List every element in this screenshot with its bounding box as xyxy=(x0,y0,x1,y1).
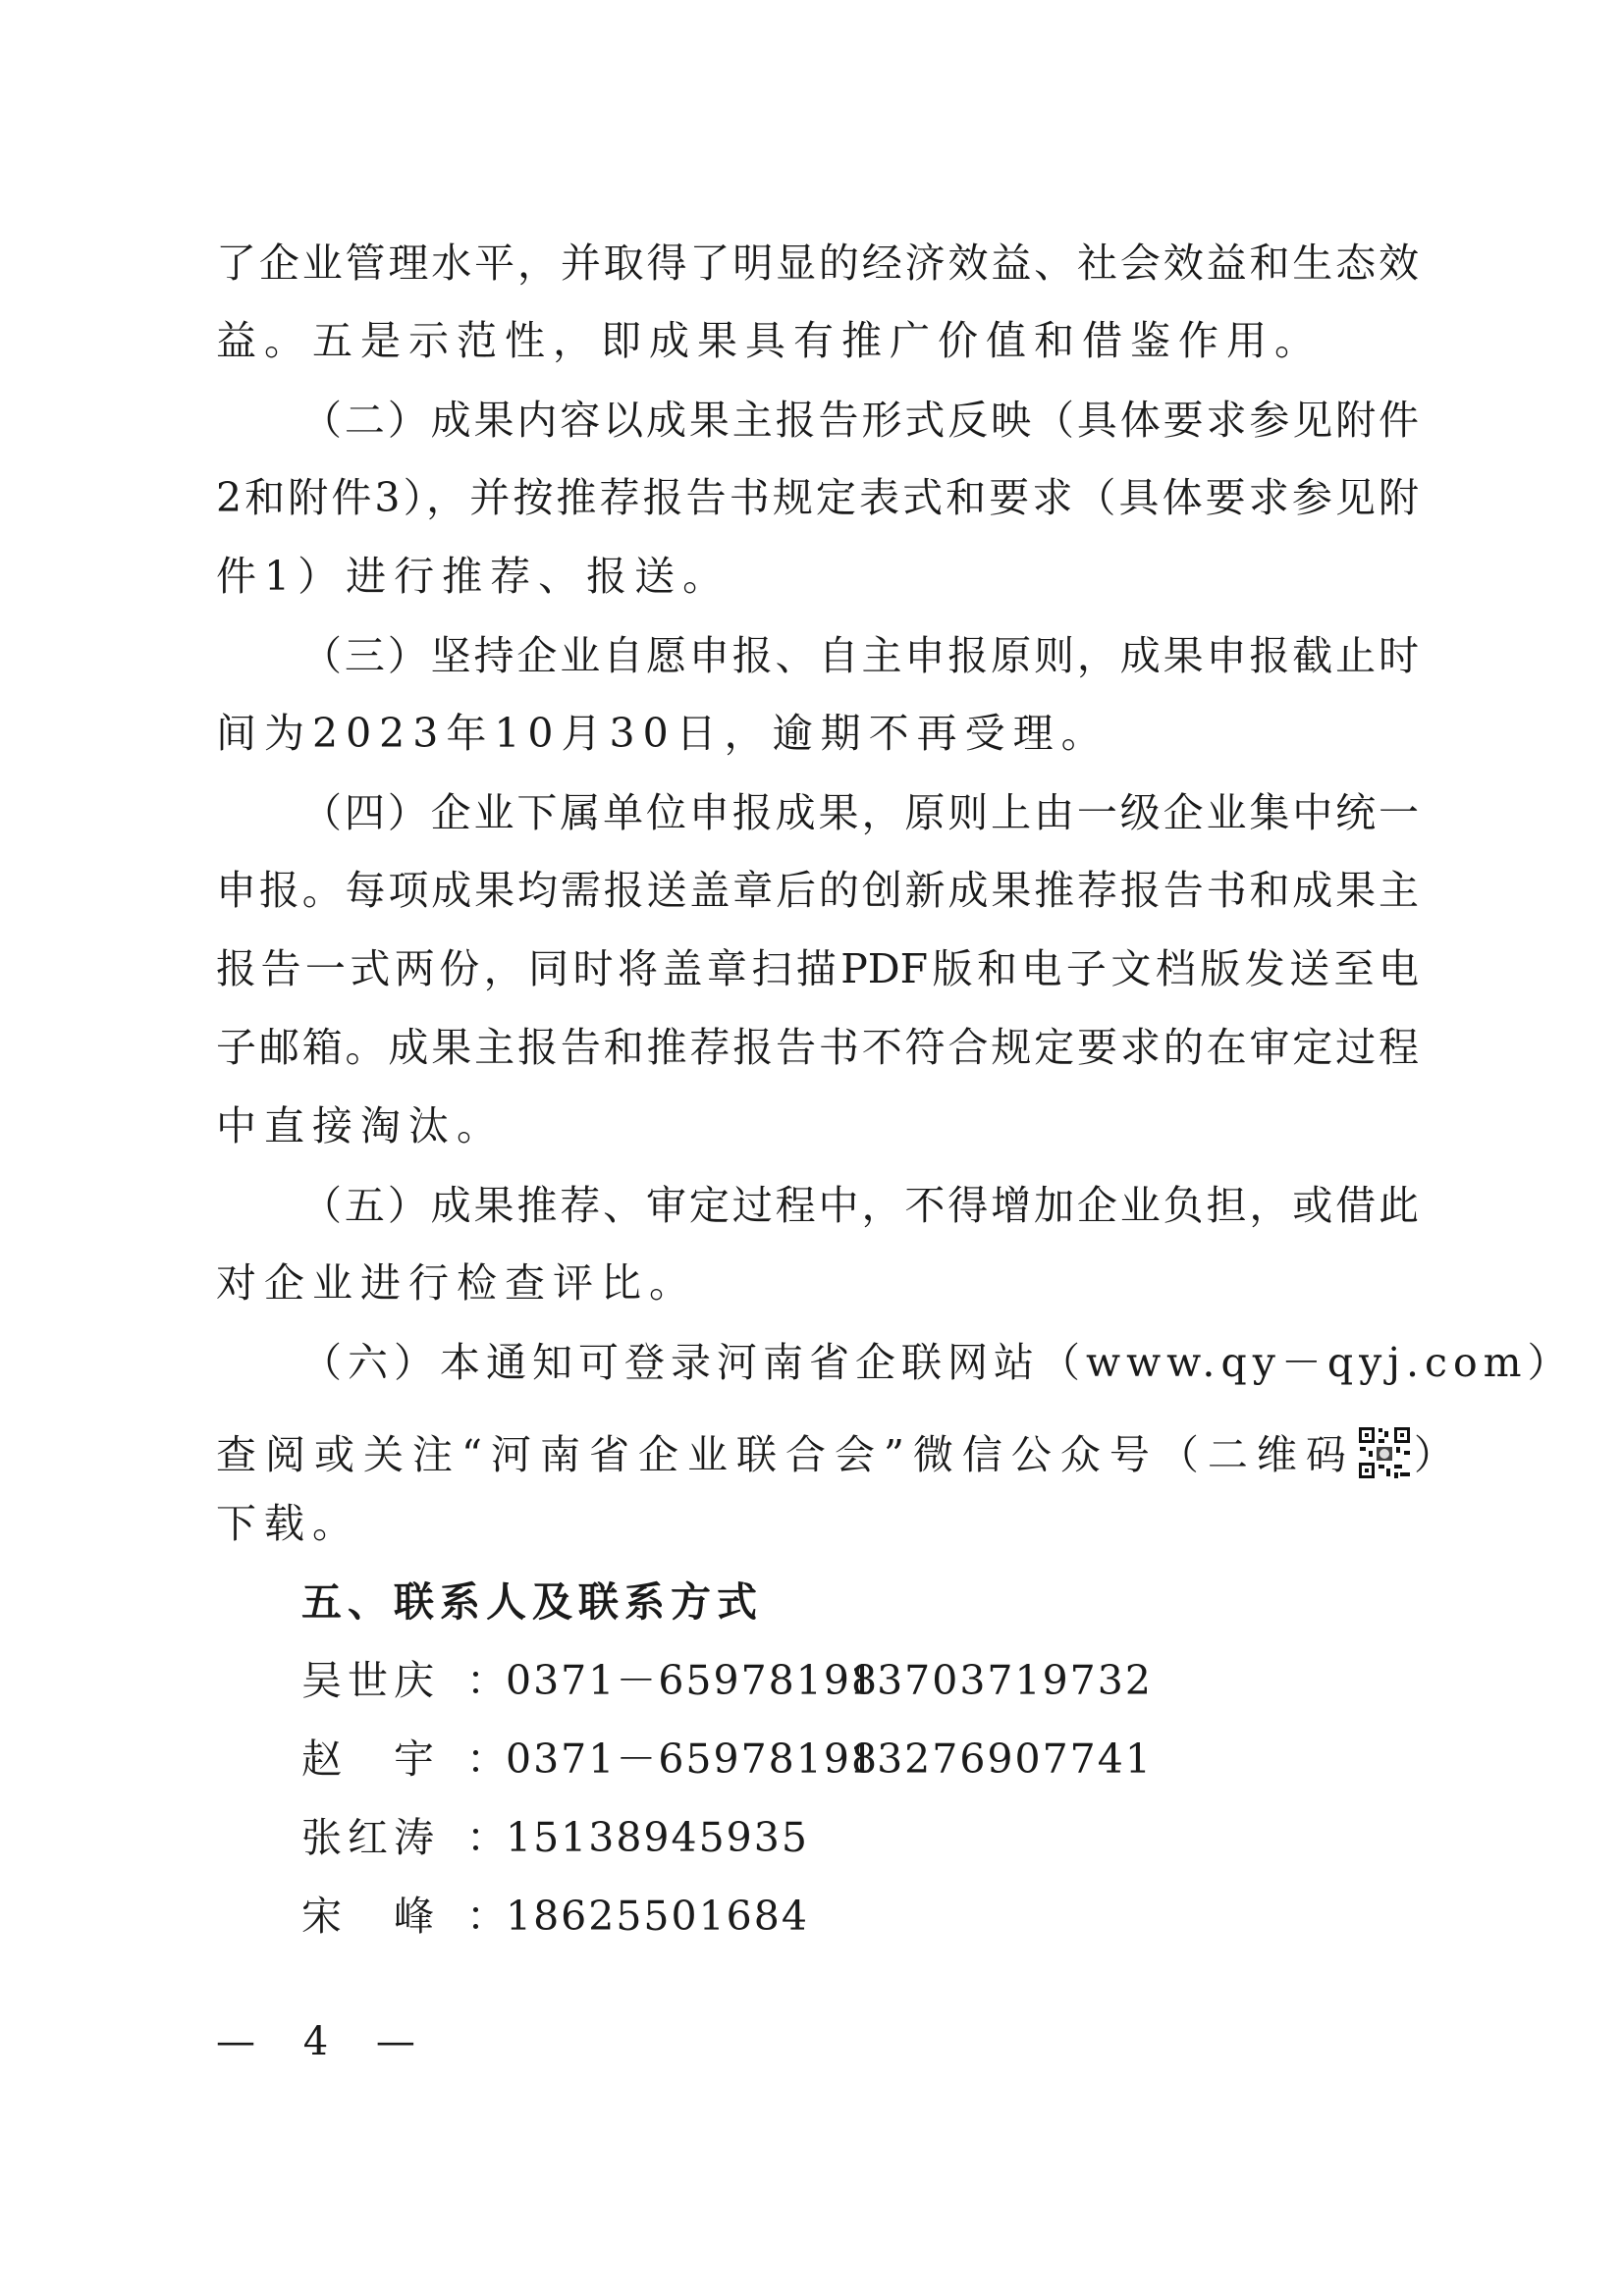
contact-name: 吴世庆 xyxy=(301,1657,440,1704)
contact-phone: 0371－65978198 xyxy=(506,1657,880,1704)
contact-name: 宋 峰 xyxy=(301,1893,440,1940)
paragraph-line: 申报。每项成果均需报送盖章后的创新成果推荐报告书和成果主 xyxy=(216,867,1419,914)
contact-colon: ： xyxy=(466,1814,507,1861)
paragraph-line: （四）企业下属单位申报成果，原则上由一级企业集中统一 xyxy=(301,789,1419,836)
contact-row xyxy=(301,1657,1153,1704)
contact-phone: 15138945935 xyxy=(506,1814,809,1861)
contact-mobile: 13703719732 xyxy=(849,1657,1153,1704)
paragraph-line: 间为2023年10月30日，逾期不再受理。 xyxy=(216,710,1109,757)
paragraph-line xyxy=(216,1425,1463,1480)
paragraph-line: 件1）进行推荐、报送。 xyxy=(216,553,731,600)
contact-name: 张红涛 xyxy=(301,1814,440,1861)
paragraph-line: （三）坚持企业自愿申报、自主申报原则，成果申报截止时 xyxy=(301,632,1419,679)
paragraph-line: （六）本通知可登录河南省企联网站（www.qy－qyj.com） xyxy=(301,1339,1574,1386)
contact-colon: ： xyxy=(466,1893,507,1940)
contact-row xyxy=(301,1893,849,1940)
qr-code-icon xyxy=(1357,1425,1412,1480)
paragraph-line: 子邮箱。成果主报告和推荐报告书不符合规定要求的在审定过程 xyxy=(216,1024,1419,1071)
paragraph-line: 报告一式两份，同时将盖章扫描PDF版和电子文档版发送至电 xyxy=(216,945,1419,992)
paragraph-line: 益。五是示范性，即成果具有推广价值和借鉴作用。 xyxy=(216,317,1323,364)
paragraph-line: 了企业管理水平，并取得了明显的经济效益、社会效益和生态效 xyxy=(216,240,1419,287)
contact-row xyxy=(301,1814,849,1861)
contact-mobile: 13276907741 xyxy=(849,1735,1153,1783)
paragraph-line: （二）成果内容以成果主报告形式反映（具体要求参见附件 xyxy=(301,397,1419,444)
paragraph-text: ） xyxy=(1413,1431,1463,1478)
contact-phone: 18625501684 xyxy=(506,1893,809,1940)
page-number: — 4 — xyxy=(216,2019,433,2064)
contact-colon: ： xyxy=(466,1657,507,1704)
contact-colon: ： xyxy=(466,1735,507,1783)
section-heading: 五、联系人及联系方式 xyxy=(301,1578,763,1626)
paragraph-text: 查阅或关注“河南省企业联合会”微信公众号（二维码 xyxy=(216,1431,1355,1478)
paragraph-line: （五）成果推荐、审定过程中，不得增加企业负担，或借此 xyxy=(301,1182,1419,1229)
paragraph-line: 2和附件3），并按推荐报告书规定表式和要求（具体要求参见附 xyxy=(216,474,1419,521)
paragraph-line: 下载。 xyxy=(216,1500,360,1547)
paragraph-line: 对企业进行检查评比。 xyxy=(216,1259,697,1307)
contact-row xyxy=(301,1735,1153,1783)
contact-phone: 0371－65978198 xyxy=(506,1735,880,1783)
paragraph-line: 中直接淘汰。 xyxy=(216,1102,505,1149)
contact-name: 赵 宇 xyxy=(301,1735,440,1783)
